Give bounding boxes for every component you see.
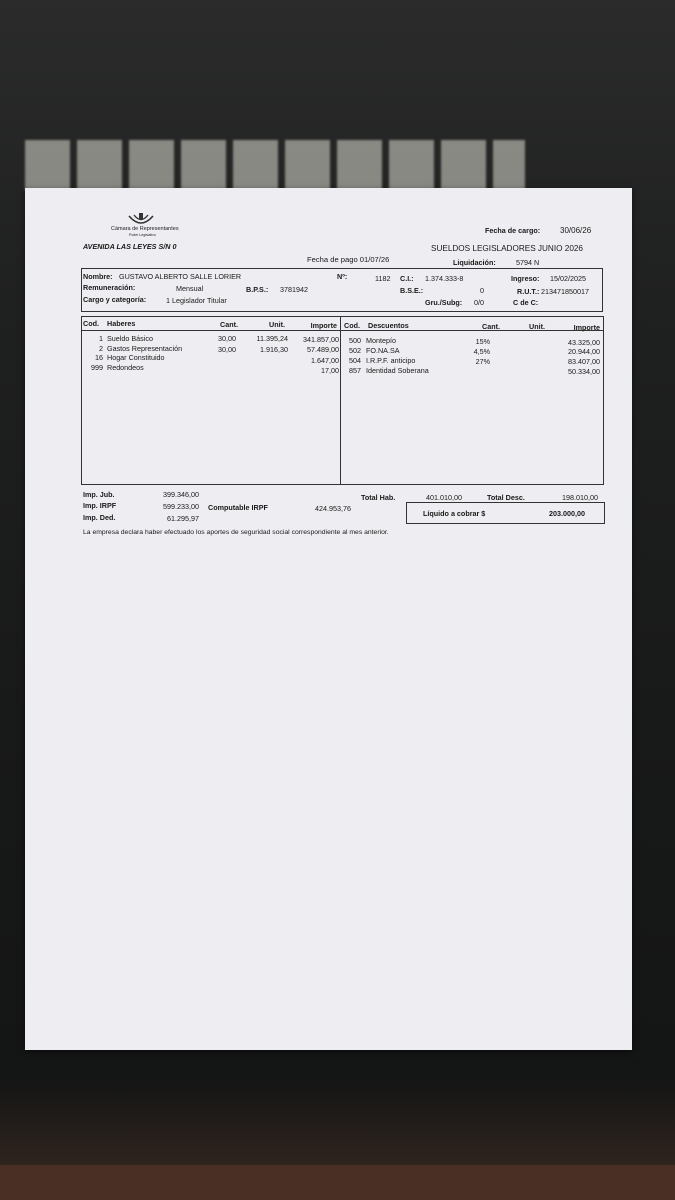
- liquido-label: Líquido a cobrar $: [423, 509, 486, 518]
- rut-label: R.U.T.:: [517, 287, 540, 296]
- grupo-value: 0/0: [474, 298, 484, 307]
- bps-label: B.P.S.:: [246, 285, 269, 294]
- items-table: [81, 316, 604, 485]
- institution-name: Cámara de Representantes: [111, 226, 179, 232]
- window-glare: [25, 140, 525, 190]
- imp-jub-label: Imp. Jub.: [83, 490, 115, 499]
- bps-value: 3781942: [280, 285, 308, 294]
- desc-unit-header: Unit.: [529, 322, 545, 331]
- computable: 424.953,76: [315, 504, 351, 513]
- ingreso-value: 15/02/2025: [550, 274, 586, 283]
- fecha-cargo: 30/06/26: [560, 226, 592, 235]
- imp-ded: 61.295,97: [167, 514, 199, 523]
- haberes-cant: 30,00: [218, 345, 236, 354]
- desc-desc: I.R.P.F. anticipo: [366, 356, 416, 365]
- grupo-label: Gru./Subg:: [425, 298, 463, 307]
- bse-value: 0: [480, 286, 484, 295]
- table-edge: [0, 1165, 675, 1200]
- desc-importe: 20.944,00: [568, 347, 600, 356]
- rut-value: 213471850017: [541, 287, 589, 296]
- haberes-importe: 57.489,00: [307, 345, 339, 354]
- desc-cod-header: Cod.: [344, 321, 360, 330]
- footer-note: La empresa declara haber efectuado los aportes de seguridad social correspondiente al mes anterior.: [83, 529, 389, 536]
- total-hab-label: Total Hab.: [361, 493, 396, 502]
- desc-desc: FO.NA.SA: [366, 346, 400, 355]
- desc-importe: 83.407,00: [568, 357, 600, 366]
- haberes-cod: 16: [95, 353, 103, 362]
- haberes-importe: 1.647,00: [311, 356, 339, 365]
- institution-sub: Poder Legislativo: [129, 233, 156, 237]
- desc-desc-header: Descuentos: [368, 321, 409, 330]
- total-hab: 401.010,00: [426, 493, 462, 502]
- fecha-cargo-label: Fecha de cargo:: [485, 226, 541, 235]
- haberes-desc-header: Haberes: [107, 319, 136, 328]
- haberes-desc: Redondeos: [107, 363, 144, 372]
- liquidacion-label: Liquidación:: [453, 258, 496, 267]
- haberes-cod: 999: [91, 363, 103, 372]
- haberes-unit: 11.395,24: [256, 334, 288, 343]
- remuneracion-label: Remuneración:: [83, 283, 136, 292]
- haberes-importe: 341.857,00: [303, 335, 339, 344]
- total-desc-label: Total Desc.: [487, 493, 525, 502]
- desc-cant: 15%: [475, 337, 490, 346]
- haberes-importe: 17,00: [321, 366, 339, 375]
- liquidacion: 5794 N: [516, 258, 540, 267]
- desc-cod: 502: [349, 346, 361, 355]
- computable-label: Computable IRPF: [208, 503, 268, 512]
- haberes-unit: 1.916,30: [260, 345, 288, 354]
- haberes-cod: 2: [99, 344, 103, 353]
- nombre-label: Nombre:: [83, 272, 113, 281]
- payroll-title: SUELDOS LEGISLADORES JUNIO 2026: [431, 244, 583, 253]
- imp-jub: 399.346,00: [163, 490, 199, 499]
- cdec-label: C de C:: [513, 298, 539, 307]
- imp-irpf: 599.233,00: [163, 502, 199, 511]
- nombre: GUSTAVO ALBERTO SALLE LORIER: [119, 272, 242, 281]
- haberes-desc: Gastos Representación: [107, 344, 183, 353]
- desc-cod: 500: [349, 336, 361, 345]
- haberes-desc: Hogar Constituido: [107, 353, 165, 362]
- desc-desc: Identidad Soberana: [366, 366, 429, 375]
- n-value: 1182: [375, 274, 391, 283]
- remuneracion: Mensual: [176, 284, 204, 293]
- address: AVENIDA LAS LEYES S/N 0: [83, 242, 177, 251]
- haberes-importe-header: Importe: [310, 321, 337, 330]
- haberes-desc: Sueldo Básico: [107, 334, 153, 343]
- desc-cant-header: Cant.: [482, 322, 500, 331]
- haberes-unit-header: Unit.: [269, 320, 285, 329]
- haberes-cant-header: Cant.: [220, 320, 238, 329]
- imp-ded-label: Imp. Ded.: [83, 513, 116, 522]
- bse-label: B.S.E.:: [400, 286, 424, 295]
- table-divider: [340, 316, 341, 485]
- ci-label: C.I.:: [400, 274, 414, 283]
- haberes-cod-header: Cod.: [83, 319, 99, 328]
- desc-cod: 857: [349, 366, 361, 375]
- haberes-cant: 30,00: [218, 334, 236, 343]
- desc-importe: 43.325,00: [568, 338, 600, 347]
- fecha-pago: Fecha de pago 01/07/26: [307, 255, 390, 264]
- ci-value: 1.374.333-8: [425, 274, 464, 283]
- haberes-cod: 1: [99, 334, 103, 343]
- payslip-paper: [25, 188, 632, 1050]
- n-label: Nº:: [337, 272, 348, 281]
- desc-cant: 27%: [475, 357, 490, 366]
- imp-irpf-label: Imp. IRPF: [83, 501, 117, 510]
- desc-importe-header: Importe: [573, 323, 600, 332]
- liquido: 203.000,00: [549, 509, 585, 518]
- desc-importe: 50.334,00: [568, 367, 600, 376]
- desc-cod: 504: [349, 356, 361, 365]
- cargo-value: 1 Legislador Titular: [166, 296, 227, 305]
- ingreso-label: Ingreso:: [511, 274, 540, 283]
- desc-desc: Montepío: [366, 336, 396, 345]
- cargo-label: Cargo y categoría:: [83, 295, 147, 304]
- total-desc: 198.010,00: [562, 493, 598, 502]
- desc-cant: 4,5%: [473, 347, 490, 356]
